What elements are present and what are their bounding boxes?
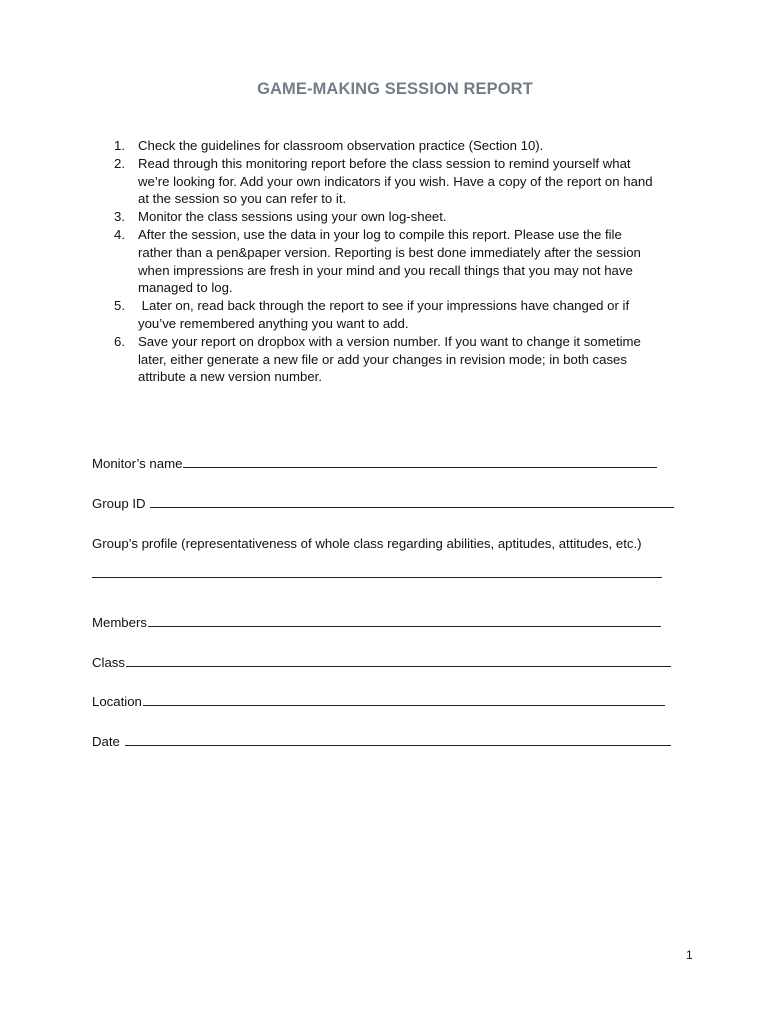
members-field bbox=[92, 615, 661, 630]
instruction-line: at the session so you can refer to it. bbox=[138, 191, 347, 207]
instruction-line: managed to log. bbox=[138, 280, 233, 296]
group-id-label: Group ID bbox=[92, 496, 146, 511]
instruction-line: later, either generate a new file or add your changes in revision mode; in both cases bbox=[138, 351, 627, 367]
group-profile-answer-field bbox=[92, 576, 662, 581]
instruction-line: Later on, read back through the report to see if your impressions have changed or if bbox=[138, 298, 630, 314]
instruction-line: attribute a new version number. bbox=[138, 369, 322, 385]
instruction-item-6 bbox=[92, 333, 707, 386]
instruction-line: you’ve remembered anything you want to add. bbox=[138, 315, 409, 331]
instruction-number: 6. bbox=[114, 333, 125, 349]
group-profile-field bbox=[92, 536, 642, 551]
instruction-line: rather than a pen&paper version. Reporting is best done immediately after the session bbox=[138, 244, 641, 260]
monitor-name-field bbox=[92, 456, 657, 471]
date-field bbox=[92, 734, 671, 749]
group-id-line[interactable] bbox=[150, 506, 674, 508]
document-title: GAME-MAKING SESSION REPORT bbox=[257, 80, 533, 98]
members-line[interactable] bbox=[148, 625, 661, 627]
instruction-line: After the session, use the data in your log to compile this report. Please use the file bbox=[138, 226, 622, 242]
instruction-line: Save your report on dropbox with a version number. If you want to change it sometime bbox=[138, 333, 641, 349]
instruction-item-3 bbox=[92, 208, 707, 226]
instruction-item-2 bbox=[92, 155, 707, 208]
instruction-item-1 bbox=[92, 137, 707, 155]
group-profile-label: Group’s profile (representativeness of whole class regarding abilities, aptitudes, attitudes, etc.) bbox=[92, 536, 642, 551]
instruction-number: 4. bbox=[114, 226, 125, 242]
instruction-number: 5. bbox=[114, 298, 125, 314]
class-line[interactable] bbox=[126, 665, 671, 667]
instructions-list bbox=[92, 137, 707, 386]
instruction-item-4 bbox=[92, 226, 707, 297]
location-field bbox=[92, 694, 665, 709]
date-line[interactable] bbox=[125, 744, 671, 746]
monitor-name-label: Monitor’s name bbox=[92, 456, 183, 471]
instruction-number: 1. bbox=[114, 138, 125, 153]
instruction-number: 2. bbox=[114, 155, 125, 171]
instruction-item-5 bbox=[92, 297, 707, 333]
instruction-line: Check the guidelines for classroom observation practice (Section 10). bbox=[138, 138, 544, 153]
date-label: Date bbox=[92, 734, 120, 749]
group-profile-line[interactable] bbox=[92, 576, 662, 578]
instruction-line: Read through this monitoring report before the class session to remind yourself what bbox=[138, 155, 631, 171]
monitor-name-line[interactable] bbox=[183, 466, 657, 468]
instruction-number: 3. bbox=[114, 209, 125, 225]
location-line[interactable] bbox=[143, 704, 665, 706]
group-id-field bbox=[92, 496, 674, 511]
instruction-line: when impressions are fresh in your mind and you recall things that you may not have bbox=[138, 262, 633, 278]
members-label: Members bbox=[92, 615, 147, 630]
instruction-line: Monitor the class sessions using your own log-sheet. bbox=[138, 209, 447, 225]
page-number: 1 bbox=[686, 948, 693, 962]
instruction-line: we’re looking for. Add your own indicators if you wish. Have a copy of the report on hand bbox=[138, 173, 653, 189]
class-field bbox=[92, 655, 671, 670]
location-label: Location bbox=[92, 694, 142, 709]
class-label: Class bbox=[92, 655, 125, 670]
